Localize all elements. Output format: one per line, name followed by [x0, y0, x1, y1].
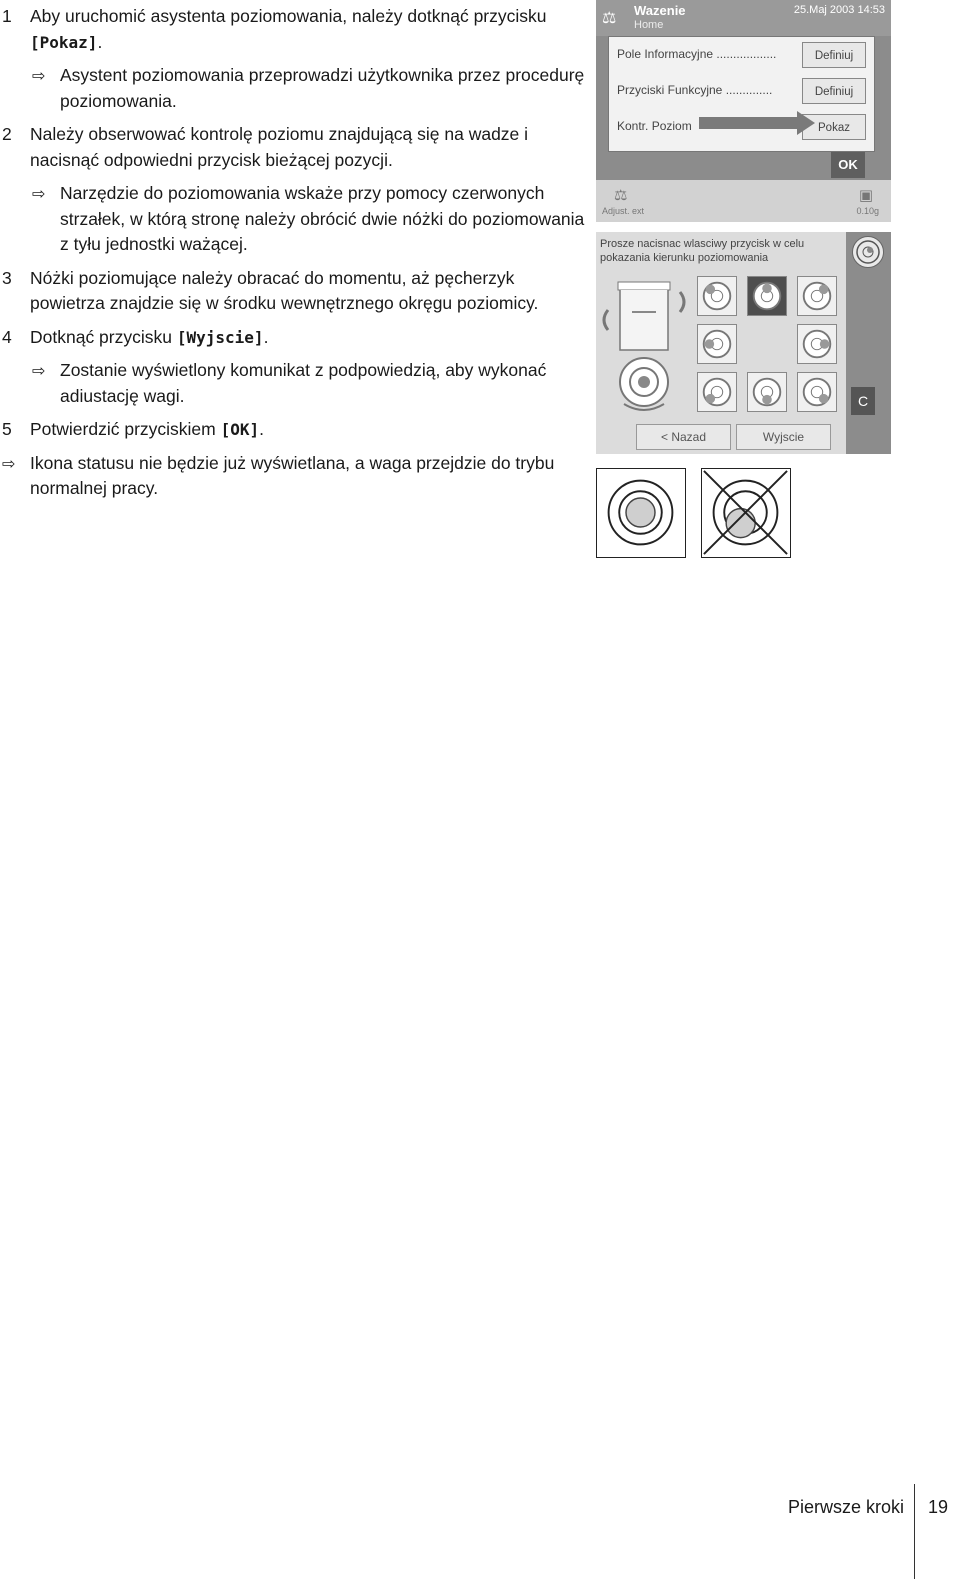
level-position-button[interactable] [747, 372, 787, 412]
step-4 [0, 325, 585, 351]
step-text-end: . [259, 419, 265, 439]
step-number: 3 [2, 267, 12, 288]
level-bubble-incorrect [701, 468, 791, 558]
step-text-end: . [97, 31, 103, 52]
result-arrow-icon: ⇨ [2, 455, 16, 473]
step-text: Należy obserwować kontrolę poziomu znajdującą się na wadze i nacisnąć odpowiedni przycisk bieżącej pozycji. [30, 124, 529, 170]
datetime: 25.Maj 2003 14:53 [793, 4, 885, 16]
row-label-function-keys: Przyciski Funkcyjne .............. [617, 83, 773, 97]
bubble-centered-icon [597, 469, 684, 556]
back-button[interactable]: < Nazad [636, 424, 731, 450]
ok-button[interactable]: OK [831, 152, 865, 178]
page-number: 19 [928, 1497, 949, 1517]
screenshot-leveling-assistant [596, 232, 891, 454]
step-text: Aby uruchomić asystenta poziomowania, należy dotknąć przycisku [30, 6, 547, 26]
level-position-button[interactable] [697, 276, 737, 316]
instruction-message: Prosze nacisnac wlasciwy przycisk w celu pokazania kierunku poziomowania [600, 238, 805, 264]
step-2 [0, 122, 585, 173]
key-wyjscie: [Wyjscie] [176, 327, 264, 347]
level-icon [853, 237, 883, 267]
result-text: Ikona statusu nie będzie już wyświetlana, a waga przejdzie do trybu normalnej pracy. [30, 452, 555, 498]
result-text: Narzędzie do poziomowania wskaże przy pomocy czerwonych strzałek, w którą stronę należy obrócić dwie nóżki do poziomowania z tyłu jednostki ważącej. [60, 183, 585, 254]
title-bar [596, 0, 891, 36]
final-result [0, 451, 585, 502]
define-function-keys-button[interactable]: Definiuj [802, 78, 866, 104]
screen-subtitle: Home [634, 19, 664, 31]
weight-icon[interactable]: ▣ [858, 187, 873, 204]
clear-button[interactable]: C [851, 387, 875, 415]
step-1 [0, 4, 585, 55]
level-indicator-button[interactable] [852, 236, 884, 268]
row-label-info-field: Pole Informacyjne .................. [617, 47, 777, 61]
level-position-button[interactable] [797, 276, 837, 316]
footer-divider [914, 1484, 915, 1579]
result-arrow-icon: ⇨ [32, 186, 46, 203]
bubble-off-center-icon [702, 469, 789, 556]
key-pokaz: [Pokaz] [30, 32, 98, 52]
step-5 [0, 417, 585, 443]
adjust-icon[interactable]: ⚖ [614, 187, 628, 204]
level-position-button[interactable] [697, 324, 737, 364]
step-number: 4 [2, 326, 12, 347]
button-bar [596, 422, 846, 454]
result-arrow-icon: ⇨ [32, 363, 46, 380]
screen-title: Wazenie [634, 3, 686, 18]
step-text: Nóżki poziomujące należy obracać do momentu, aż pęcherzyk powietrza znajdzie się w środku wewnętrznego okręgu poziomicy. [30, 267, 539, 313]
show-level-button[interactable]: Pokaz [802, 114, 866, 140]
balance-rear-view-icon [598, 272, 690, 417]
level-bubble-correct [596, 468, 686, 558]
key-ok: [OK] [220, 420, 260, 439]
scale-icon: ⚖ [602, 10, 617, 27]
pointer-arrow-shaft [699, 117, 799, 129]
function-key-label-left: Adjust. ext [602, 206, 645, 216]
step-text: Dotknąć przycisku [30, 326, 177, 347]
step-3 [0, 266, 585, 317]
result-text: Zostanie wyświetlony komunikat z podpowiedzią, aby wykonać adiustację wagi. [60, 360, 547, 406]
screenshot-home [596, 0, 891, 222]
function-key-label-right: 0.10g [856, 206, 879, 216]
level-position-button-selected[interactable] [747, 276, 787, 316]
level-position-button[interactable] [697, 372, 737, 412]
level-position-button[interactable] [797, 372, 837, 412]
define-info-field-button[interactable]: Definiuj [802, 42, 866, 68]
result-text: Asystent poziomowania przeprowadzi użytkownika przez procedurę poziomowania. [60, 65, 585, 111]
exit-button[interactable]: Wyjscie [736, 424, 831, 450]
level-position-button[interactable] [797, 324, 837, 364]
instructions [0, 4, 585, 510]
step-1-result [0, 63, 585, 114]
settings-panel [608, 36, 875, 152]
step-4-result [0, 358, 585, 409]
step-text: Potwierdzić przyciskiem [30, 419, 221, 439]
footer-section-title: Pierwsze kroki [787, 1497, 904, 1517]
function-key-bar [596, 180, 891, 222]
step-2-result [0, 181, 585, 258]
result-arrow-icon: ⇨ [32, 68, 46, 85]
step-number: 5 [2, 419, 12, 439]
step-text-end: . [263, 326, 269, 347]
pointer-arrow-icon [797, 111, 815, 135]
step-number: 1 [2, 6, 12, 26]
row-label-level-control: Kontr. Poziom [617, 119, 692, 133]
side-bar [846, 232, 891, 454]
step-number: 2 [2, 124, 12, 144]
